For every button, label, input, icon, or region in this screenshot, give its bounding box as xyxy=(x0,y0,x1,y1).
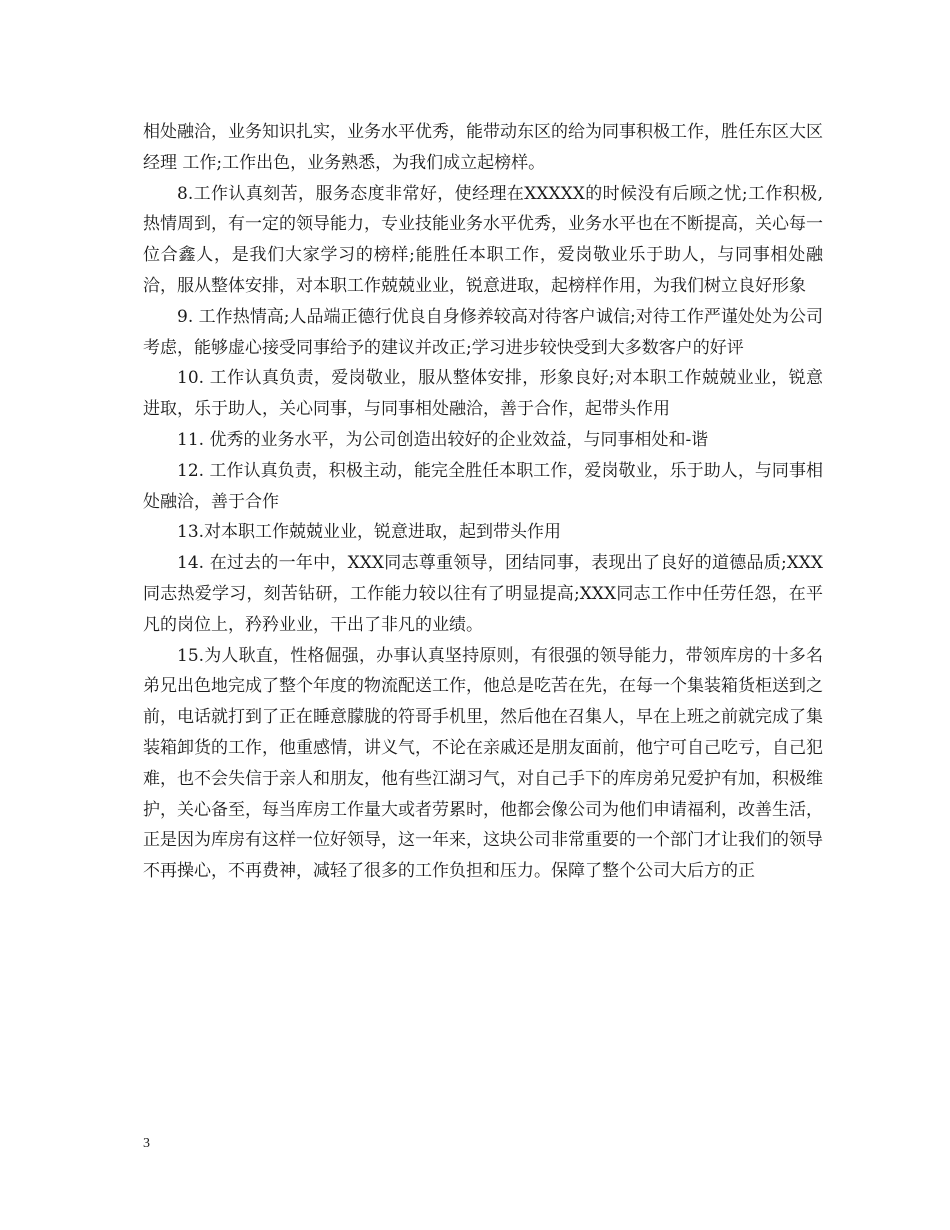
page-number: 3 xyxy=(143,1136,150,1151)
document-body xyxy=(143,117,823,887)
paragraph: 14. 在过去的一年中，XXX同志尊重领导，团结同事，表现出了良好的道德品质;XXX同志热爱学习，刻苦钻研，工作能力较以往有了明显提高;XXX同志工作中任劳任怨，在平凡的岗位上，矜矜业业，干出了非凡的业绩。 xyxy=(143,553,823,635)
paragraph: 9. 工作热情高;人品端正德行优良自身修养较高对待客户诚信;对待工作严谨处处为公司考虑，能够虚心接受同事给予的建议并改正;学习进步较快受到大多数客户的好评 xyxy=(143,306,823,358)
paragraph: 11. 优秀的业务水平，为公司创造出较好的企业效益，与同事相处和-谐 xyxy=(177,429,709,450)
paragraph: 12. 工作认真负责，积极主动，能完全胜任本职工作，爱岗敬业，乐于助人，与同事相处融洽，善于合作 xyxy=(143,460,823,512)
paragraph: 13.对本职工作兢兢业业，锐意进取，起到带头作用 xyxy=(177,522,562,543)
paragraph: 相处融洽，业务知识扎实，业务水平优秀，能带动东区的给为同事积极工作，胜任东区大区经理 工作;工作出色，业务熟悉，为我们成立起榜样。 xyxy=(143,122,823,173)
paragraph: 8.工作认真刻苦，服务态度非常好，使经理在XXXXX的时候没有后顾之忧;工作积极,热情周到，有一定的领导能力，专业技能业务水平优秀，业务水平也在不断提高，关心每一位合鑫人，是我们大家学习的榜样;能胜任本职工作，爱岗敬业乐于助人，与同事相处融洽，服从整体安排，对本职工作兢兢业业，锐意进取，起榜样作用，为我们树立良好形象 xyxy=(143,183,823,296)
paragraph: 15.为人耿直，性格倔强，办事认真坚持原则，有很强的领导能力，带领库房的十多名弟兄出色地完成了整个年度的物流配送工作，他总是吃苦在先，在每一个集装箱货柜送到之前，电话就打到了正在睡意朦胧的符哥手机里，然后他在召集人，早在上班之前就完成了集装箱卸货的工作，他重感情，讲义气，不论在亲戚还是朋友面前，他宁可自己吃亏，自己犯难，也不会失信于亲人和朋友，他有些江湖习气，对自己手下的库房弟兄爱护有加，积极维护，关心备至，每当库房工作量大或者劳累时，他都会像公司为他们申请福利，改善生活，正是因为库房有这样一位好领导，这一年来，这块公司非常重要的一个部门才让我们的领导不再操心，不再费神，减轻了很多的工作负担和压力。保障了整个公司大后方的正 xyxy=(143,645,823,882)
paragraph: 10. 工作认真负责，爱岗敬业，服从整体安排，形象良好;对本职工作兢兢业业，锐意进取，乐于助人，关心同事，与同事相处融洽，善于合作，起带头作用 xyxy=(143,368,823,420)
